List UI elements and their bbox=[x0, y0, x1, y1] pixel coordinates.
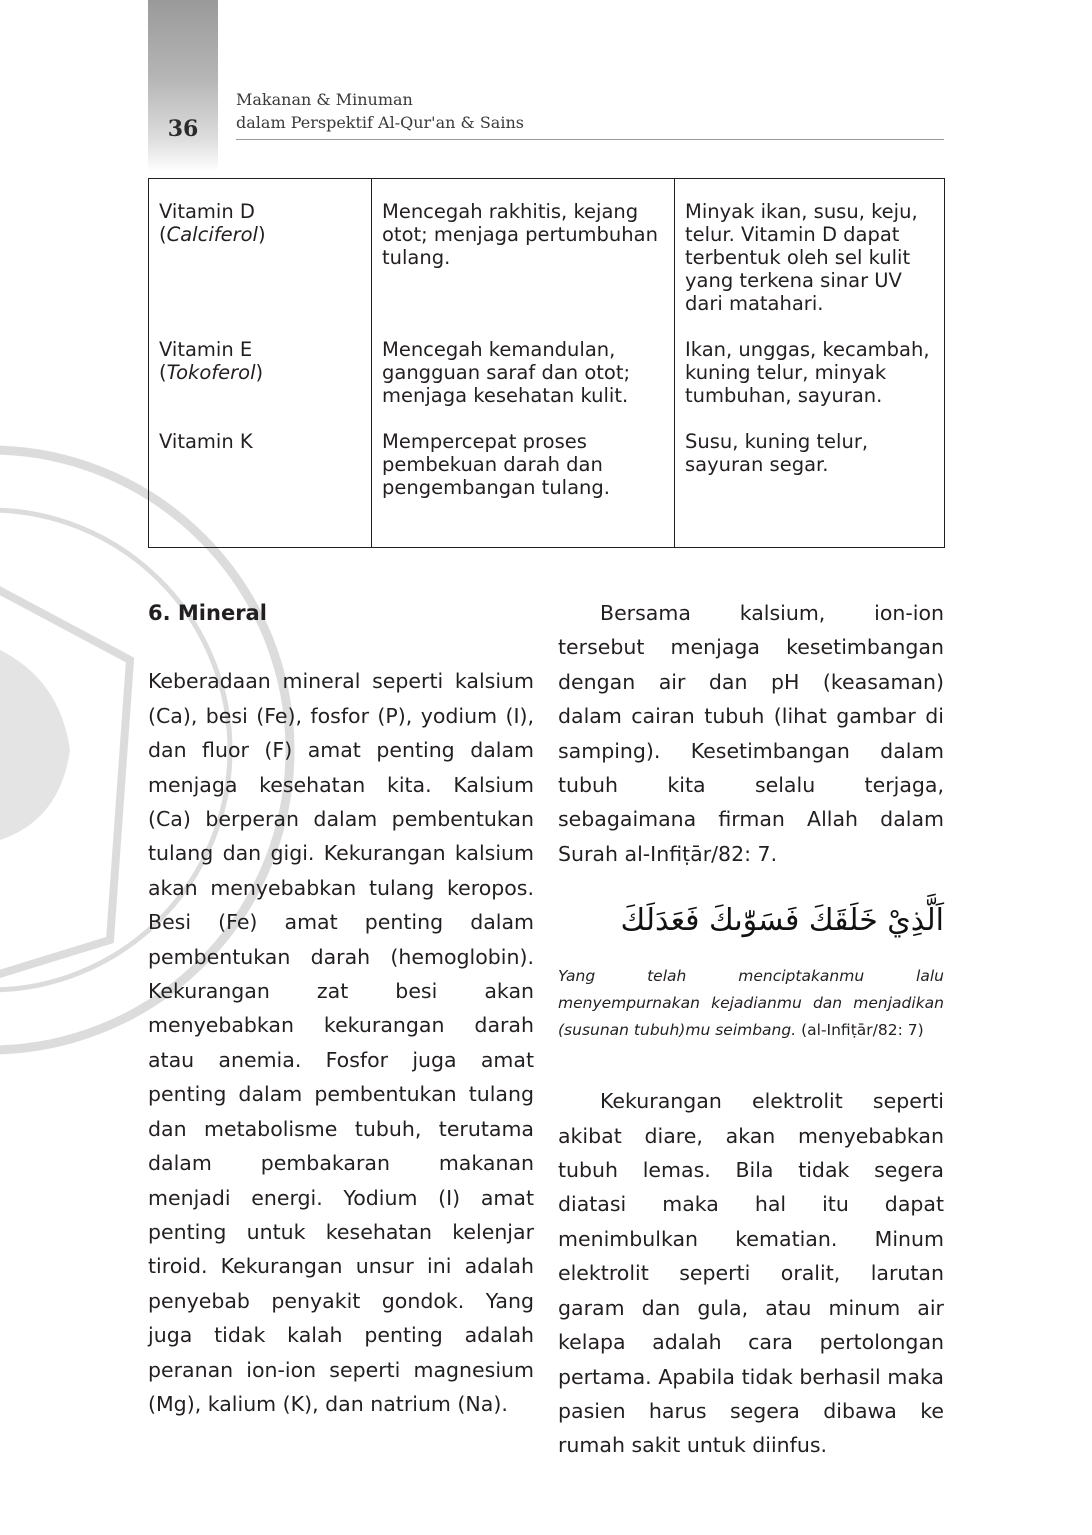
vitamin-cell: Vitamin D (Calciferol) bbox=[149, 179, 372, 339]
vitamin-name: Vitamin E bbox=[159, 338, 253, 361]
source-cell: Susu, kuning telur, sayuran segar. bbox=[675, 430, 945, 548]
running-head-line-1: Makanan & Minuman bbox=[236, 90, 413, 109]
source-cell: Minyak ikan, susu, keju, telur. Vitamin D dapat terbentuk oleh sel kulit yang terkena sinar UV dari matahari. bbox=[675, 179, 945, 339]
vitamin-alt-name: Calciferol bbox=[166, 223, 258, 246]
source-cell: Ikan, unggas, kecambah, kuning telur, minyak tumbuhan, sayuran. bbox=[675, 338, 945, 430]
table-row bbox=[149, 430, 945, 548]
running-head-line-2: dalam Perspektif Al-Qur'an & Sains bbox=[236, 113, 524, 132]
translation-reference: (al-Infiṭār/82: 7) bbox=[801, 1021, 924, 1040]
function-cell: Mencegah kemandulan, gangguan saraf dan otot; menjaga kesehatan kulit. bbox=[372, 338, 675, 430]
function-cell: Mempercepat proses pembekuan darah dan pengembangan tulang. bbox=[372, 430, 675, 548]
vitamin-table bbox=[148, 178, 945, 548]
elektrolit-paragraph: Kekurangan elektrolit seperti akibat diare, akan menyebabkan tubuh lemas. Bila tidak segera diatasi maka hal itu dapat menimbulkan kematian. Minum elektrolit seperti oralit, larutan garam dan gula, atau minum air kelapa adalah cara pertolongan pertama. Apabila tidak berhasil maka pasien harus segera dibawa ke rumah sakit untuk diinfus. bbox=[558, 1089, 944, 1458]
section-title: 6. Mineral bbox=[148, 601, 267, 625]
left-column bbox=[148, 596, 534, 1421]
verse-translation bbox=[558, 963, 944, 1044]
vitamin-cell: Vitamin K bbox=[149, 430, 372, 548]
page-tab bbox=[148, 0, 218, 172]
vitamin-cell: Vitamin E (Tokoferol) bbox=[149, 338, 372, 430]
mineral-paragraph: Keberadaan mineral seperti kalsium (Ca), besi (Fe), fosfor (P), yodium (I), dan fluor (F) amat penting dalam menjaga kesehatan kita. Kalsium (Ca) berperan dalam pembentukan tulang dan gigi. Kekurangan kalsium akan menyebabkan tulang keropos. Besi (Fe) amat penting dalam pembentukan darah (hemoglobin). Kekurangan zat besi akan menyebabkan kekurangan darah atau anemia. Fosfor juga amat penting dalam pembentukan tulang dan metabolisme tubuh, terutama dalam pembakaran makanan menjadi energi. Yodium (I) amat penting untuk kesehatan kelenjar tiroid. Kekurangan unsur ini adalah penyebab penyakit gondok. Yang juga tidak kalah penting adalah peranan ion-ion seperti magnesium (Mg), kalium (K), dan natrium (Na). bbox=[148, 669, 534, 1416]
translation-text: Yang telah menciptakanmu lalu menyempurnakan kejadianmu dan menjadikan (susunan tubuh)mu seimbang. bbox=[558, 967, 944, 1040]
right-column bbox=[558, 596, 944, 1463]
quran-verse: اَلَّذِيْ خَلَقَكَ فَسَوّٰىكَ فَعَدَلَكَ bbox=[620, 903, 944, 939]
function-cell: Mencegah rakhitis, kejang otot; menjaga pertumbuhan tulang. bbox=[372, 179, 675, 339]
vitamin-name: Vitamin D bbox=[159, 200, 255, 223]
kesetimbangan-paragraph: Bersama kalsium, ion-ion tersebut menjaga kesetimbangan dengan air dan pH (keasaman) dalam cairan tubuh (lihat gambar di samping). Kesetimbangan dalam tubuh kita selalu terjaga, sebagaimana firman Allah dalam Surah al-Infiṭār/82: 7. bbox=[558, 601, 944, 866]
table-row bbox=[149, 338, 945, 430]
running-head bbox=[236, 88, 524, 134]
table-row bbox=[149, 179, 945, 339]
vitamin-alt-name: Tokoferol bbox=[166, 361, 256, 384]
header-rule bbox=[236, 139, 944, 140]
page-number: 36 bbox=[167, 116, 199, 142]
